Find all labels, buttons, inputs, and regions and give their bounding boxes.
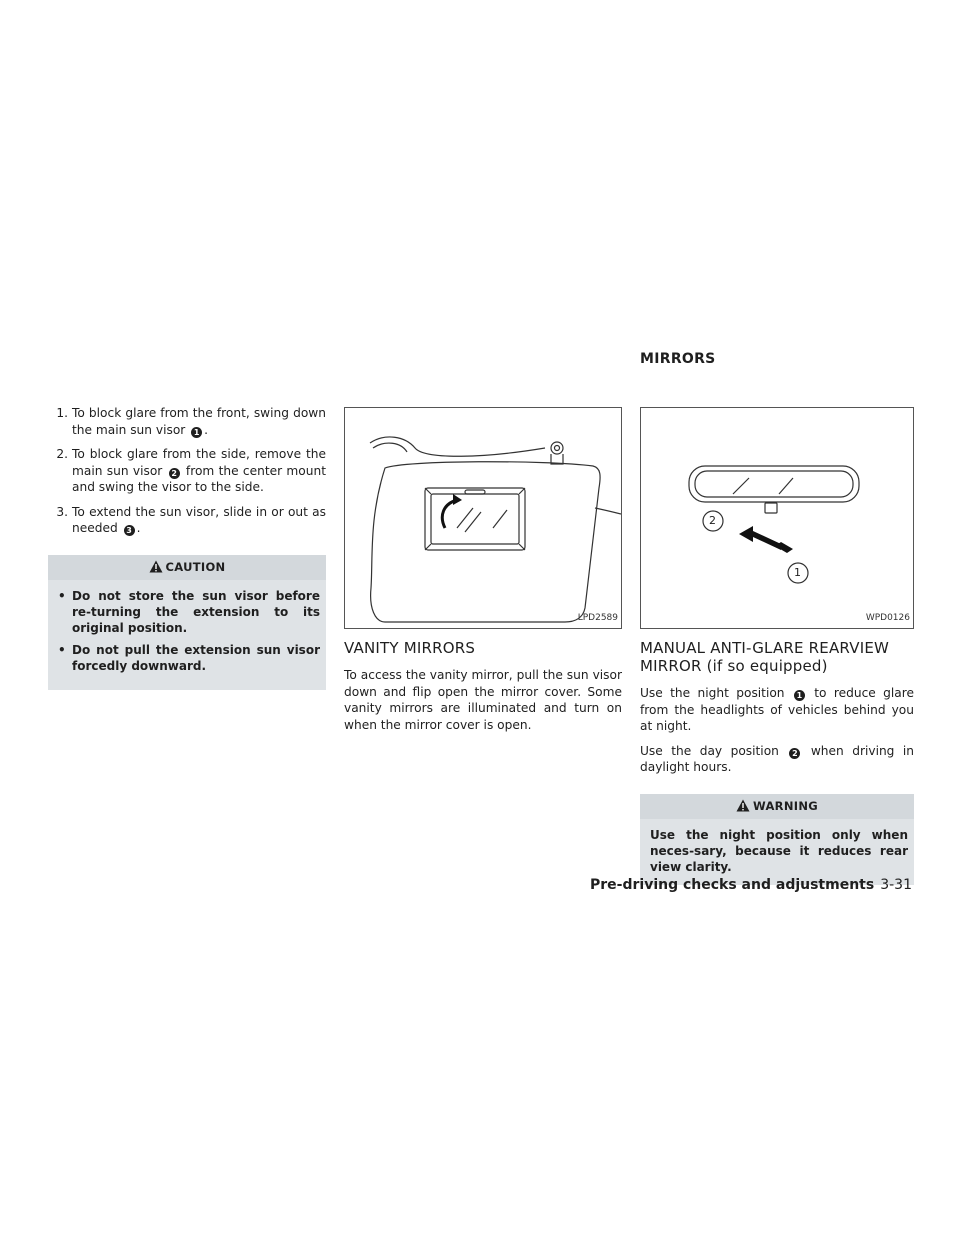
sun-visor-illustration [344, 407, 622, 629]
column-sun-visor [48, 405, 326, 690]
figure-label-2: 2 [709, 514, 716, 527]
callout-1: 1 [191, 427, 202, 438]
list-item [48, 446, 326, 496]
step-text-part: To extend the sun visor, slide in or out as needed [72, 504, 326, 535]
step-number: 1. [56, 406, 68, 420]
page-number: 3-31 [880, 877, 912, 893]
figure-label-1: 1 [794, 566, 801, 579]
warning-triangle-icon [736, 799, 750, 812]
caution-item-text: Do not pull the extension sun visor forcedly downward. [72, 643, 320, 673]
rearview-mirror-drawing [641, 408, 913, 626]
vanity-heading: VANITY MIRRORS [344, 639, 476, 657]
step-text [72, 405, 326, 438]
figure-code: WPD0126 [865, 612, 910, 623]
list-item [48, 504, 326, 537]
callout-2: 2 [169, 468, 180, 479]
section-title: MIRRORS [640, 351, 716, 367]
warning-label: WARNING [753, 798, 818, 813]
step-text-part: To block glare from the side, remove the main sun visor [72, 447, 326, 478]
chapter-title: Pre-driving checks and adjustments [590, 877, 875, 893]
step-number: 2. [56, 447, 68, 461]
page-footer [590, 877, 912, 893]
text-part: Use the night position [640, 686, 792, 700]
caution-label: CAUTION [165, 559, 226, 574]
step-text-part: To block glare from the front, swing down the main sun visor [72, 406, 326, 437]
bullet-icon: • [58, 643, 66, 657]
rearview-heading: MANUAL ANTI-GLARE REARVIEW MIRROR (if so equipped) [640, 639, 890, 675]
callout-3: 3 [124, 525, 135, 536]
column-vanity-mirrors [344, 407, 622, 733]
sun-visor-drawing [345, 408, 621, 626]
caution-header [48, 555, 326, 581]
warning-box [640, 794, 914, 886]
step-number: 3. [56, 504, 68, 519]
step-text-part: . [204, 422, 209, 437]
step-text [72, 446, 326, 496]
night-position-text [640, 685, 914, 735]
caution-item [58, 642, 320, 674]
bullet-icon: • [58, 589, 66, 603]
text-part: to reduce glare from the headlights of vehicles behind you at night. [640, 686, 915, 733]
text-part: when driving in daylight hours. [640, 743, 914, 774]
step-text-part: from the center mount and swing the visor to the side. [72, 463, 326, 494]
warning-text: Use the night position only when neces-sary, because it reduces rear view clarity. [650, 828, 908, 874]
figure-code: LPD2589 [577, 612, 618, 623]
vanity-text: To access the vanity mirror, pull the sun visor down and flip open the mirror cover. Some vanity mirrors are illuminated and turn on when the mirror cover is open. [344, 668, 622, 732]
caution-box [48, 555, 326, 691]
warning-header [640, 794, 914, 820]
step-text [72, 504, 326, 537]
callout-2: 2 [789, 748, 800, 759]
warning-triangle-icon [149, 560, 163, 573]
caution-item [58, 588, 320, 636]
rearview-mirror-illustration [640, 407, 914, 629]
caution-item-text: Do not store the sun visor before re-turning the extension to its original position. [72, 589, 320, 635]
list-item [48, 405, 326, 438]
step-text-part: . [136, 521, 141, 535]
day-position-text [640, 743, 914, 776]
callout-1: 1 [794, 690, 805, 701]
text-part: Use the day position [640, 743, 788, 758]
column-rearview-mirror [640, 407, 914, 885]
